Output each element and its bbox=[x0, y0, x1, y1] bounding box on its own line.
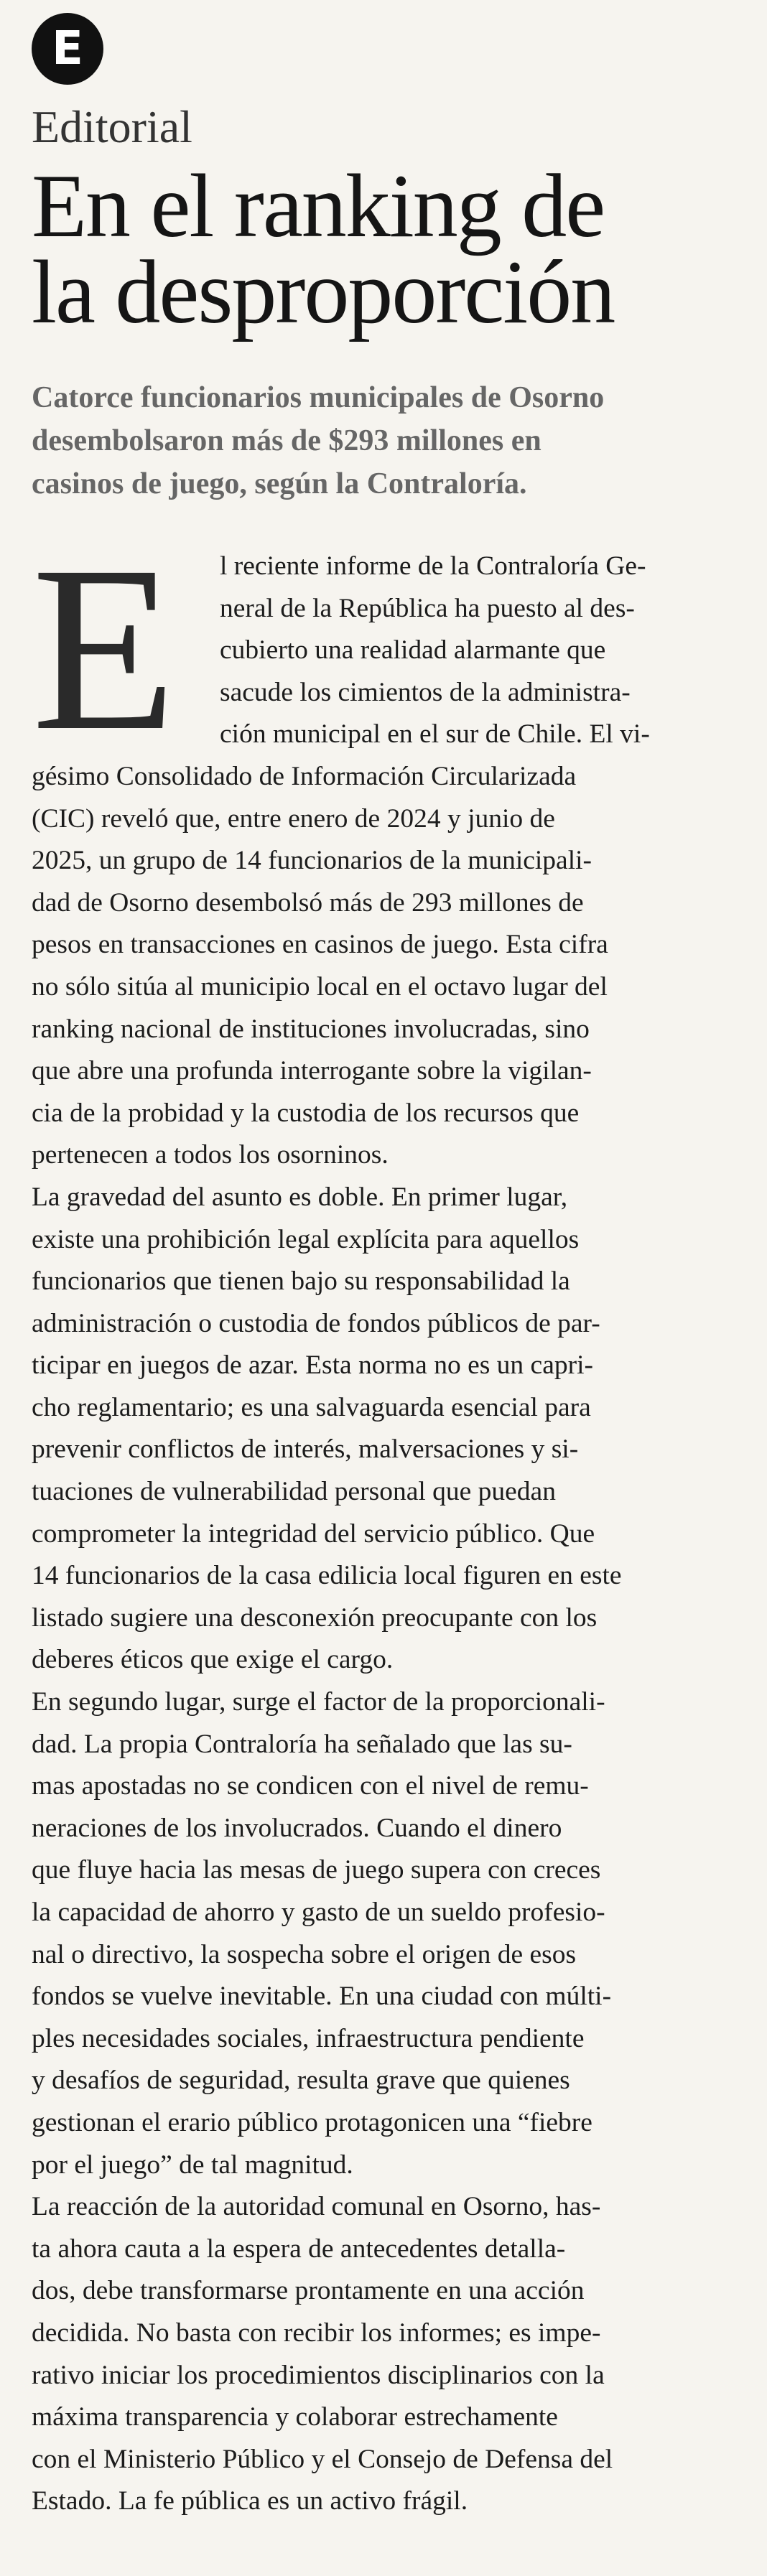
headline-line: En el ranking de bbox=[32, 157, 605, 256]
section-kicker: Editorial bbox=[32, 101, 192, 152]
body-line: 2025, un grupo de 14 funcionarios de la municipali- bbox=[32, 846, 592, 876]
body-line: dad. La propia Contraloría ha señalado que las su- bbox=[32, 1729, 572, 1759]
body-line: fondos se vuelve inevitable. En una ciudad con múlti- bbox=[32, 1982, 612, 2012]
body-line: cia de la probidad y la custodia de los recursos que bbox=[32, 1098, 580, 1128]
body-line: que abre una profunda interrogante sobre la vigilan- bbox=[32, 1056, 592, 1086]
body-line: comprometer la integridad del servicio público. Que bbox=[32, 1518, 595, 1549]
section-badge: E bbox=[32, 13, 103, 85]
subheadline-line: casinos de juego, según la Contraloría. bbox=[32, 467, 527, 500]
paragraph-2 bbox=[32, 1177, 743, 1681]
body-line: sacude los cimientos de la administra- bbox=[220, 677, 631, 707]
body-line: existe una prohibición legal explícita para aquellos bbox=[32, 1224, 580, 1254]
body-line: dad de Osorno desembolsó más de 293 millones de bbox=[32, 887, 584, 918]
subheadline-line: Catorce funcionarios municipales de Osorno bbox=[32, 381, 605, 414]
body-line: gestionan el erario público protagonicen una “fiebre bbox=[32, 2107, 592, 2137]
body-line: máxima transparencia y colaborar estrechamente bbox=[32, 2402, 558, 2432]
body-line: pesos en transacciones en casinos de juego. Esta cifra bbox=[32, 930, 608, 960]
drop-cap: E bbox=[32, 518, 177, 780]
body-line: l reciente informe de la Contraloría Ge- bbox=[220, 551, 646, 581]
body-line: neral de la República ha puesto al des- bbox=[220, 593, 635, 623]
body-line: (CIC) reveló que, entre enero de 2024 y junio de bbox=[32, 803, 555, 834]
body-line: por el juego” de tal magnitud. bbox=[32, 2150, 353, 2180]
body-line: dos, debe transformarse prontamente en una acción bbox=[32, 2276, 585, 2306]
article-body bbox=[32, 518, 743, 2523]
body-line: cho reglamentario; es una salvaguarda esencial para bbox=[32, 1392, 591, 1422]
body-line: cubierto una realidad alarmante que bbox=[220, 635, 606, 666]
body-line: listado sugiere una desconexión preocupante con los bbox=[32, 1602, 598, 1633]
body-line: La gravedad del asunto es doble. En primer lugar, bbox=[32, 1182, 568, 1212]
body-line: rativo iniciar los procedimientos disciplinarios con la bbox=[32, 2360, 605, 2390]
body-line: ranking nacional de instituciones involucradas, sino bbox=[32, 1014, 590, 1044]
headline-line: la desproporción bbox=[32, 243, 615, 342]
body-line: decidida. No basta con recibir los informes; es impe- bbox=[32, 2318, 601, 2348]
body-line: La reacción de la autoridad comunal en Osorno, has- bbox=[32, 2192, 601, 2222]
subheadline bbox=[32, 376, 743, 505]
body-line: ples necesidades sociales, infraestructura pendiente bbox=[32, 2023, 585, 2053]
body-line: ción municipal en el sur de Chile. El vi- bbox=[220, 719, 650, 750]
paragraph-1 bbox=[32, 518, 743, 1177]
body-line: ta ahora cauta a la espera de antecedentes detalla- bbox=[32, 2234, 566, 2264]
paragraph-4 bbox=[32, 2186, 743, 2523]
body-line: deberes éticos que exige el cargo. bbox=[32, 1645, 394, 1675]
body-line: prevenir conflictos de interés, malversaciones y si- bbox=[32, 1434, 579, 1465]
body-line: 14 funcionarios de la casa edilicia local figuren en este bbox=[32, 1561, 622, 1591]
body-line: que fluye hacia las mesas de juego supera con creces bbox=[32, 1855, 601, 1885]
body-line: Estado. La fe pública es un activo frágil. bbox=[32, 2486, 468, 2516]
body-line: neraciones de los involucrados. Cuando el dinero bbox=[32, 1813, 562, 1843]
headline bbox=[32, 157, 743, 342]
body-line: con el Ministerio Público y el Consejo de Defensa del bbox=[32, 2444, 613, 2474]
body-line: mas apostadas no se condicen con el nivel de remu- bbox=[32, 1771, 589, 1801]
body-line: funcionarios que tienen bajo su responsabilidad la bbox=[32, 1266, 570, 1297]
body-line: tuaciones de vulnerabilidad personal que puedan bbox=[32, 1477, 556, 1507]
body-line: gésimo Consolidado de Información Circularizada bbox=[32, 761, 577, 791]
body-line: ticipar en juegos de azar. Esta norma no es un capri- bbox=[32, 1350, 593, 1381]
body-line: administración o custodia de fondos públicos de par- bbox=[32, 1308, 600, 1338]
subheadline-line: desembolsaron más de $293 millones en bbox=[32, 424, 541, 457]
body-line: pertenecen a todos los osorninos. bbox=[32, 1140, 389, 1170]
body-line: no sólo sitúa al municipio local en el octavo lugar del bbox=[32, 971, 608, 1002]
body-line: y desafíos de seguridad, resulta grave que quienes bbox=[32, 2066, 570, 2096]
paragraph-3 bbox=[32, 1681, 743, 2186]
body-line: nal o directivo, la sospecha sobre el origen de esos bbox=[32, 1939, 577, 1969]
body-line: la capacidad de ahorro y gasto de un sueldo profesio- bbox=[32, 1898, 605, 1927]
body-line: En segundo lugar, surge el factor de la proporcionali- bbox=[32, 1687, 605, 1717]
